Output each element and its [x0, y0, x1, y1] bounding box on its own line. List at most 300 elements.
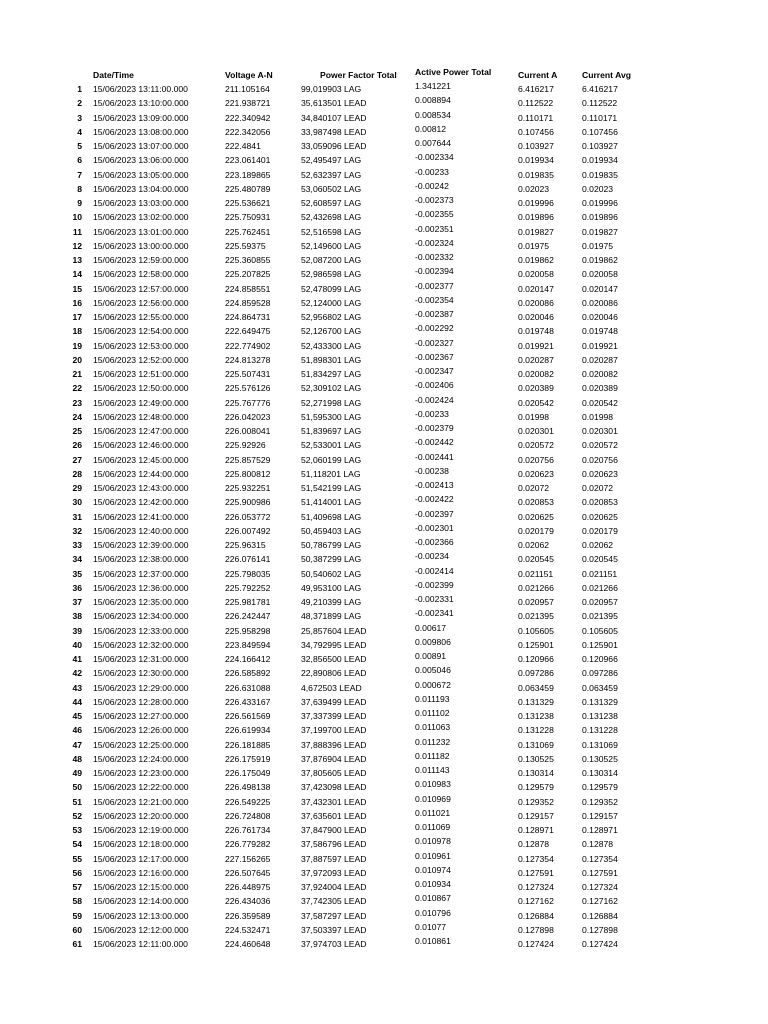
cell-datetime: 15/06/2023 12:30:00.000	[93, 668, 189, 679]
cell-power-factor: 52,432698 LAG	[301, 212, 362, 223]
cell-voltage: 222.649475	[225, 326, 271, 337]
table-row	[0, 109, 768, 126]
cell-voltage: 225.932251	[225, 483, 271, 493]
cell-power-factor: 52,533001 LAG	[301, 440, 362, 451]
cell-power-factor: 37,635601 LEAD	[301, 810, 367, 821]
cell-current-a: 0.021151	[518, 568, 554, 579]
cell-voltage: 226.507645	[225, 867, 271, 878]
cell-current-avg: 0.019835	[582, 169, 618, 180]
row-number: 46	[72, 725, 82, 736]
cell-active-power: 0.005046	[415, 665, 451, 676]
table-row	[0, 211, 768, 225]
cell-current-a: 0.021266	[518, 582, 554, 593]
row-number: 41	[72, 654, 82, 664]
cell-datetime: 15/06/2023 12:12:00.000	[93, 924, 189, 935]
cell-current-a: 0.105605	[518, 625, 554, 636]
table-row	[0, 465, 768, 482]
table-row	[0, 140, 768, 154]
row-number: 8	[77, 183, 82, 194]
cell-power-factor: 37,423098 LEAD	[301, 782, 367, 793]
cell-voltage: 226.008041	[225, 426, 271, 436]
row-number: 3	[77, 112, 82, 123]
row-number: 23	[72, 397, 82, 408]
cell-datetime: 15/06/2023 12:47:00.000	[93, 426, 189, 436]
table-row	[0, 750, 768, 767]
cell-current-avg: 0.020957	[582, 597, 618, 607]
cell-active-power: 0.01077	[415, 921, 447, 932]
table-row	[0, 622, 768, 639]
cell-datetime: 15/06/2023 12:17:00.000	[93, 853, 189, 864]
cell-datetime: 15/06/2023 13:05:00.000	[93, 169, 189, 180]
cell-power-factor: 22,890806 LEAD	[301, 668, 367, 679]
cell-active-power: 0.000672	[415, 679, 451, 690]
table-row	[0, 579, 768, 596]
row-number: 34	[72, 554, 82, 565]
cell-voltage: 226.448975	[225, 882, 271, 892]
cell-power-factor: 99,019903 LAG	[301, 84, 362, 94]
cell-current-a: 0.120966	[518, 654, 554, 664]
cell-current-avg: 0.063459	[582, 682, 618, 693]
row-number: 44	[72, 696, 82, 707]
cell-power-factor: 51,542199 LAG	[301, 483, 362, 493]
cell-current-a: 0.107456	[518, 126, 554, 137]
cell-active-power: -0.002301	[415, 522, 454, 533]
cell-current-avg: 0.127898	[582, 924, 618, 935]
table-row	[0, 610, 768, 624]
table-row	[0, 223, 768, 240]
cell-active-power: -0.002327	[415, 337, 454, 348]
row-number: 36	[72, 582, 82, 593]
cell-active-power: -0.002379	[415, 423, 454, 433]
table-row	[0, 793, 768, 810]
cell-voltage: 227.156265	[225, 853, 271, 864]
row-number: 30	[72, 497, 82, 508]
cell-voltage: 225.576126	[225, 383, 271, 394]
cell-active-power: 0.010961	[415, 850, 451, 861]
cell-datetime: 15/06/2023 13:11:00.000	[93, 84, 188, 94]
row-number: 1	[77, 84, 82, 94]
row-number: 42	[72, 668, 82, 679]
cell-power-factor: 52,608597 LAG	[301, 198, 362, 208]
cell-voltage: 226.053772	[225, 511, 271, 522]
cell-current-a: 6.416217	[518, 84, 554, 94]
table-row	[0, 508, 768, 525]
cell-voltage: 225.981781	[225, 597, 271, 607]
cell-current-a: 0.02072	[518, 483, 550, 493]
cell-current-a: 0.127324	[518, 882, 554, 892]
cell-current-avg: 0.020756	[582, 454, 618, 465]
cell-current-avg: 0.020058	[582, 269, 618, 280]
cell-datetime: 15/06/2023 13:04:00.000	[93, 183, 189, 194]
cell-current-a: 0.131238	[518, 711, 554, 721]
table-row	[0, 667, 768, 681]
cell-current-a: 0.020853	[518, 497, 554, 508]
cell-current-avg: 0.129157	[582, 810, 618, 821]
cell-current-avg: 0.131069	[582, 739, 618, 750]
header-voltage: Voltage A-N	[225, 70, 273, 80]
table-row	[0, 736, 768, 753]
cell-datetime: 15/06/2023 12:56:00.000	[93, 297, 189, 308]
cell-current-avg: 0.097286	[582, 668, 618, 679]
cell-power-factor: 52,124000 LAG	[301, 297, 362, 308]
cell-datetime: 15/06/2023 12:32:00.000	[93, 639, 189, 650]
cell-voltage: 224.813278	[225, 354, 271, 365]
cell-current-avg: 0.020179	[582, 525, 618, 536]
cell-current-a: 0.127591	[518, 867, 554, 878]
cell-active-power: 1.341221	[415, 81, 451, 91]
cell-datetime: 15/06/2023 12:59:00.000	[93, 255, 189, 265]
cell-voltage: 223.849594	[225, 639, 271, 650]
cell-current-avg: 0.112522	[582, 98, 618, 109]
cell-active-power: -0.002355	[415, 209, 454, 220]
cell-current-avg: 0.020853	[582, 497, 618, 508]
header-row	[0, 68, 768, 82]
cell-current-a: 0.110171	[518, 112, 554, 123]
table-row	[0, 154, 768, 168]
table-row	[0, 938, 768, 952]
table-row	[0, 522, 768, 539]
cell-current-avg: 0.129579	[582, 782, 618, 793]
row-number: 31	[72, 511, 82, 522]
cell-active-power: -0.002424	[415, 394, 454, 405]
cell-current-avg: 0.02062	[582, 540, 614, 550]
cell-active-power: 0.010969	[415, 793, 451, 804]
cell-power-factor: 53,060502 LAG	[301, 183, 362, 194]
cell-current-a: 0.020542	[518, 397, 554, 408]
cell-voltage: 226.007492	[225, 525, 271, 536]
cell-current-avg: 0.021151	[582, 568, 618, 579]
cell-datetime: 15/06/2023 13:08:00.000	[93, 126, 189, 137]
cell-current-avg: 0.12878	[582, 839, 614, 850]
table-row	[0, 268, 768, 282]
row-number: 5	[77, 141, 82, 151]
cell-current-avg: 0.020046	[582, 312, 618, 322]
cell-current-avg: 0.127591	[582, 867, 618, 878]
cell-current-avg: 0.019934	[582, 155, 618, 166]
cell-current-avg: 0.128971	[582, 825, 618, 835]
cell-current-a: 0.01975	[518, 240, 550, 251]
row-number: 15	[72, 283, 82, 294]
cell-datetime: 15/06/2023 12:54:00.000	[93, 326, 189, 337]
cell-power-factor: 37,972093 LEAD	[301, 867, 367, 878]
row-number: 56	[72, 867, 82, 878]
cell-power-factor: 25,857604 LEAD	[301, 625, 367, 636]
header-active-power: Active Power Total	[415, 67, 492, 77]
cell-voltage: 226.631088	[225, 682, 271, 693]
row-number: 45	[72, 711, 82, 721]
cell-current-a: 0.125901	[518, 639, 554, 650]
cell-current-avg: 0.021266	[582, 582, 618, 593]
row-number: 49	[72, 768, 82, 778]
cell-datetime: 15/06/2023 12:43:00.000	[93, 483, 189, 493]
cell-datetime: 15/06/2023 13:06:00.000	[93, 155, 189, 166]
cell-current-a: 0.127424	[518, 939, 554, 949]
row-number: 33	[72, 540, 82, 550]
cell-current-a: 0.020058	[518, 269, 554, 280]
cell-active-power: -0.002324	[415, 237, 454, 248]
cell-voltage: 224.532471	[225, 924, 271, 935]
table-row	[0, 565, 768, 582]
cell-current-avg: 0.020542	[582, 397, 618, 408]
cell-active-power: 0.00812	[415, 123, 447, 134]
cell-power-factor: 50,459403 LAG	[301, 525, 362, 536]
cell-power-factor: 37,337399 LEAD	[301, 711, 367, 721]
cell-voltage: 226.359589	[225, 910, 271, 921]
row-number: 28	[72, 468, 82, 479]
cell-datetime: 15/06/2023 12:55:00.000	[93, 312, 189, 322]
table-row	[0, 767, 768, 781]
cell-current-avg: 0.130314	[582, 768, 618, 778]
cell-active-power: -0.002399	[415, 579, 454, 590]
cell-power-factor: 52,149600 LAG	[301, 240, 362, 251]
cell-voltage: 225.92926	[225, 440, 266, 451]
cell-voltage: 223.061401	[225, 155, 271, 166]
cell-voltage: 224.859528	[225, 297, 271, 308]
table-row	[0, 368, 768, 382]
cell-current-a: 0.019934	[518, 155, 554, 166]
cell-current-avg: 0.020623	[582, 468, 618, 479]
cell-current-avg: 0.020572	[582, 440, 618, 451]
cell-power-factor: 35,613501 LEAD	[301, 98, 367, 109]
table-row	[0, 710, 768, 724]
cell-datetime: 15/06/2023 13:07:00.000	[93, 141, 189, 151]
cell-datetime: 15/06/2023 12:57:00.000	[93, 283, 189, 294]
cell-current-a: 0.02062	[518, 540, 550, 550]
table-row	[0, 254, 768, 268]
cell-active-power: 0.010983	[415, 779, 451, 790]
cell-datetime: 15/06/2023 12:46:00.000	[93, 440, 189, 451]
cell-current-avg: 0.020086	[582, 297, 618, 308]
cell-current-a: 0.02023	[518, 183, 550, 194]
cell-datetime: 15/06/2023 12:52:00.000	[93, 354, 189, 365]
cell-datetime: 15/06/2023 12:20:00.000	[93, 810, 189, 821]
cell-current-a: 0.063459	[518, 682, 554, 693]
table-row	[0, 123, 768, 140]
cell-voltage: 222.340942	[225, 112, 271, 123]
cell-current-avg: 0.020147	[582, 283, 618, 294]
cell-voltage: 225.96315	[225, 540, 266, 550]
cell-datetime: 15/06/2023 12:16:00.000	[93, 867, 189, 878]
cell-power-factor: 33,987498 LEAD	[301, 126, 367, 137]
cell-current-a: 0.019921	[518, 340, 554, 351]
cell-current-a: 0.020957	[518, 597, 554, 607]
cell-current-avg: 0.02023	[582, 183, 614, 194]
cell-active-power: 0.007644	[415, 138, 451, 148]
row-number: 48	[72, 753, 82, 764]
cell-voltage: 222.4841	[225, 141, 261, 151]
cell-current-avg: 0.110171	[582, 112, 618, 123]
table-row	[0, 653, 768, 667]
cell-datetime: 15/06/2023 12:51:00.000	[93, 369, 189, 379]
cell-current-a: 0.129157	[518, 810, 554, 821]
cell-voltage: 225.750931	[225, 212, 271, 223]
cell-current-avg: 0.103927	[582, 141, 618, 151]
table-row	[0, 351, 768, 368]
cell-current-a: 0.127898	[518, 924, 554, 935]
cell-voltage: 226.779282	[225, 839, 271, 850]
cell-active-power: 0.00891	[415, 651, 447, 661]
cell-current-a: 0.131069	[518, 739, 554, 750]
cell-power-factor: 48,371899 LAG	[301, 611, 362, 622]
row-number: 43	[72, 682, 82, 693]
row-number: 38	[72, 611, 82, 622]
cell-active-power: -0.002394	[415, 266, 454, 277]
cell-datetime: 15/06/2023 12:49:00.000	[93, 397, 189, 408]
cell-active-power: 0.010974	[415, 864, 451, 875]
header-current-avg: Current Avg	[582, 70, 632, 80]
table-row	[0, 921, 768, 938]
cell-active-power: -0.00238	[415, 465, 449, 476]
table-row	[0, 864, 768, 881]
cell-current-a: 0.129352	[518, 796, 554, 807]
table-row	[0, 838, 768, 852]
cell-current-avg: 0.019921	[582, 340, 618, 351]
cell-current-avg: 0.131238	[582, 711, 618, 721]
cell-active-power: -0.002292	[415, 323, 454, 334]
cell-power-factor: 52,495497 LAG	[301, 155, 362, 166]
cell-current-avg: 0.01975	[582, 240, 614, 251]
cell-current-avg: 0.126884	[582, 910, 618, 921]
cell-active-power: -0.002351	[415, 223, 454, 234]
cell-power-factor: 51,834297 LAG	[301, 369, 362, 379]
cell-power-factor: 50,540602 LAG	[301, 568, 362, 579]
cell-active-power: -0.00234	[415, 551, 449, 562]
cell-active-power: 0.00617	[415, 622, 447, 633]
cell-voltage: 225.59375	[225, 240, 266, 251]
cell-current-avg: 0.020301	[582, 426, 618, 436]
cell-datetime: 15/06/2023 12:18:00.000	[93, 839, 189, 850]
cell-power-factor: 32,856500 LEAD	[301, 654, 367, 664]
cell-active-power: -0.002413	[415, 480, 454, 490]
cell-active-power: 0.011069	[415, 822, 451, 832]
cell-voltage: 226.619934	[225, 725, 271, 736]
cell-power-factor: 49,210399 LAG	[301, 597, 362, 607]
cell-power-factor: 52,271998 LAG	[301, 397, 362, 408]
cell-current-a: 0.019748	[518, 326, 554, 337]
cell-datetime: 15/06/2023 12:14:00.000	[93, 896, 189, 907]
cell-current-a: 0.01998	[518, 411, 550, 422]
cell-active-power: 0.010934	[415, 879, 451, 889]
cell-voltage: 226.175049	[225, 768, 271, 778]
table-row	[0, 496, 768, 510]
cell-active-power: 0.011232	[415, 736, 451, 747]
cell-power-factor: 37,847900 LEAD	[301, 825, 367, 835]
cell-power-factor: 37,432301 LEAD	[301, 796, 367, 807]
cell-datetime: 15/06/2023 12:15:00.000	[93, 882, 189, 892]
row-number: 14	[72, 269, 82, 280]
cell-active-power: 0.010796	[415, 907, 451, 918]
cell-datetime: 15/06/2023 13:02:00.000	[93, 212, 189, 223]
cell-power-factor: 37,503397 LEAD	[301, 924, 367, 935]
table-row	[0, 97, 768, 111]
cell-current-a: 0.127162	[518, 896, 554, 907]
cell-datetime: 15/06/2023 12:48:00.000	[93, 411, 189, 422]
cell-datetime: 15/06/2023 12:26:00.000	[93, 725, 189, 736]
table-row	[0, 439, 768, 453]
row-number: 40	[72, 639, 82, 650]
cell-current-avg: 0.019896	[582, 212, 618, 223]
table-body	[0, 83, 768, 952]
cell-active-power: 0.009806	[415, 636, 451, 647]
header-power-factor: Power Factor Total	[320, 70, 397, 80]
cell-current-avg: 0.127324	[582, 882, 618, 892]
cell-datetime: 15/06/2023 12:40:00.000	[93, 525, 189, 536]
cell-current-a: 0.020756	[518, 454, 554, 465]
row-number: 7	[77, 169, 82, 180]
row-number: 32	[72, 525, 82, 536]
row-number: 51	[72, 796, 82, 807]
table-row	[0, 693, 768, 710]
cell-current-avg: 0.020545	[582, 554, 618, 565]
cell-datetime: 15/06/2023 12:36:00.000	[93, 582, 189, 593]
cell-voltage: 225.767776	[225, 397, 271, 408]
row-number: 47	[72, 739, 82, 750]
cell-power-factor: 52,087200 LAG	[301, 255, 362, 265]
cell-current-a: 0.020086	[518, 297, 554, 308]
cell-current-avg: 0.107456	[582, 126, 618, 137]
cell-voltage: 226.042023	[225, 411, 271, 422]
cell-power-factor: 51,898301 LAG	[301, 354, 362, 365]
cell-datetime: 15/06/2023 12:25:00.000	[93, 739, 189, 750]
cell-datetime: 15/06/2023 12:19:00.000	[93, 825, 189, 835]
cell-power-factor: 37,924004 LEAD	[301, 882, 367, 892]
row-number: 59	[72, 910, 82, 921]
cell-voltage: 222.342056	[225, 126, 271, 137]
cell-current-avg: 0.130525	[582, 753, 618, 764]
table-row	[0, 451, 768, 468]
cell-voltage: 226.434036	[225, 896, 271, 907]
row-number: 55	[72, 853, 82, 864]
row-number: 27	[72, 454, 82, 465]
cell-power-factor: 52,956802 LAG	[301, 312, 362, 322]
cell-active-power: -0.002347	[415, 366, 454, 376]
row-number: 20	[72, 354, 82, 365]
cell-datetime: 15/06/2023 12:33:00.000	[93, 625, 189, 636]
cell-voltage: 226.585892	[225, 668, 271, 679]
cell-current-a: 0.020545	[518, 554, 554, 565]
cell-datetime: 15/06/2023 12:35:00.000	[93, 597, 189, 607]
cell-datetime: 15/06/2023 12:41:00.000	[93, 511, 189, 522]
cell-active-power: 0.011021	[415, 807, 451, 818]
table-row	[0, 907, 768, 924]
cell-voltage: 225.480789	[225, 183, 271, 194]
table-row	[0, 596, 768, 610]
cell-current-avg: 0.01998	[582, 411, 614, 422]
cell-current-avg: 0.131228	[582, 725, 618, 736]
cell-active-power: 0.011102	[415, 708, 450, 718]
row-number: 58	[72, 896, 82, 907]
table-row	[0, 724, 768, 738]
cell-current-a: 0.019896	[518, 212, 554, 223]
row-number: 37	[72, 597, 82, 607]
table-row	[0, 180, 768, 197]
row-number: 22	[72, 383, 82, 394]
cell-datetime: 15/06/2023 13:00:00.000	[93, 240, 189, 251]
table-row	[0, 539, 768, 553]
row-number: 11	[72, 226, 82, 237]
table-row	[0, 679, 768, 696]
cell-current-a: 0.020625	[518, 511, 554, 522]
cell-datetime: 15/06/2023 12:44:00.000	[93, 468, 189, 479]
cell-datetime: 15/06/2023 12:21:00.000	[93, 796, 189, 807]
cell-power-factor: 52,478099 LAG	[301, 283, 362, 294]
table-row	[0, 850, 768, 867]
cell-current-avg: 0.127162	[582, 896, 618, 907]
table-row	[0, 408, 768, 425]
cell-active-power: -0.002387	[415, 309, 454, 319]
cell-voltage: 224.858551	[225, 283, 271, 294]
cell-current-a: 0.129579	[518, 782, 554, 793]
